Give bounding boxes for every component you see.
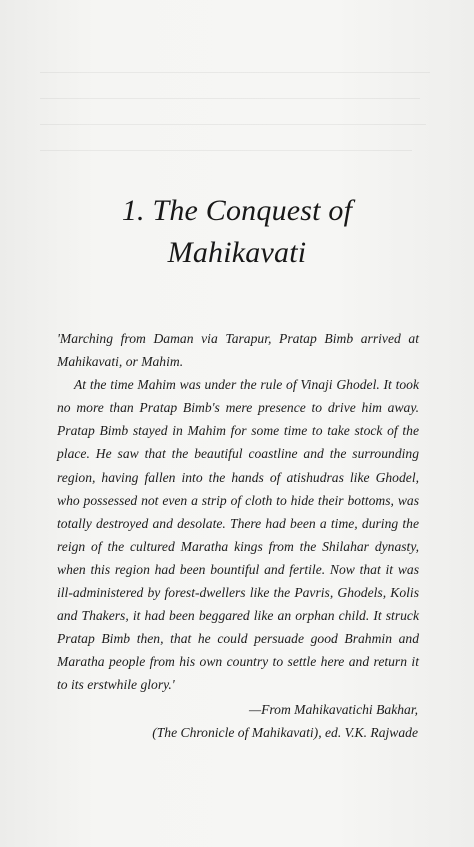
epigraph xyxy=(57,327,419,697)
show-through-text xyxy=(40,150,412,151)
attribution-citation: (The Chronicle of Mahikavati), ed. V.K. Rajwade xyxy=(152,725,418,740)
show-through-text xyxy=(40,124,426,125)
attribution-source: —From Mahikavatichi Bakhar, xyxy=(248,702,418,717)
show-through-text xyxy=(40,72,430,73)
chapter-title xyxy=(0,190,474,274)
chapter-title-line-1: 1. The Conquest of xyxy=(121,194,353,227)
epigraph-paragraph-1: 'Marching from Daman via Tarapur, Pratap Bimb arrived at Mahikavati, or Mahim. xyxy=(57,331,419,370)
epigraph-paragraph-2: At the time Mahim was under the rule of Vinaji Ghodel. It took no more than Pratap Bimb's mere presence to drive him away. Pratap Bimb stayed in Mahim for some time to take stock of the place. He saw that the beautiful coastline and the surrounding region, having fallen into the hands of atishudras like Ghodel, who possessed not even a strip of cloth to hide their bottoms, was totally destroyed and desolate. There had been a time, during the reign of the cultured Maratha kings from the Shilahar dynasty, when this region had been bountiful and fertile. Now that it was ill-administered by forest-dwellers like the Pavris, Ghodels, Kolis and Thakers, it had been beggared like an orphan child. It struck Pratap Bimb then, that he could persuade good Brahmin and Maratha people from his own country to settle here and return it to its erstwhile glory.' xyxy=(57,377,419,693)
chapter-title-line-2: Mahikavati xyxy=(167,236,307,269)
show-through-text xyxy=(40,98,420,99)
